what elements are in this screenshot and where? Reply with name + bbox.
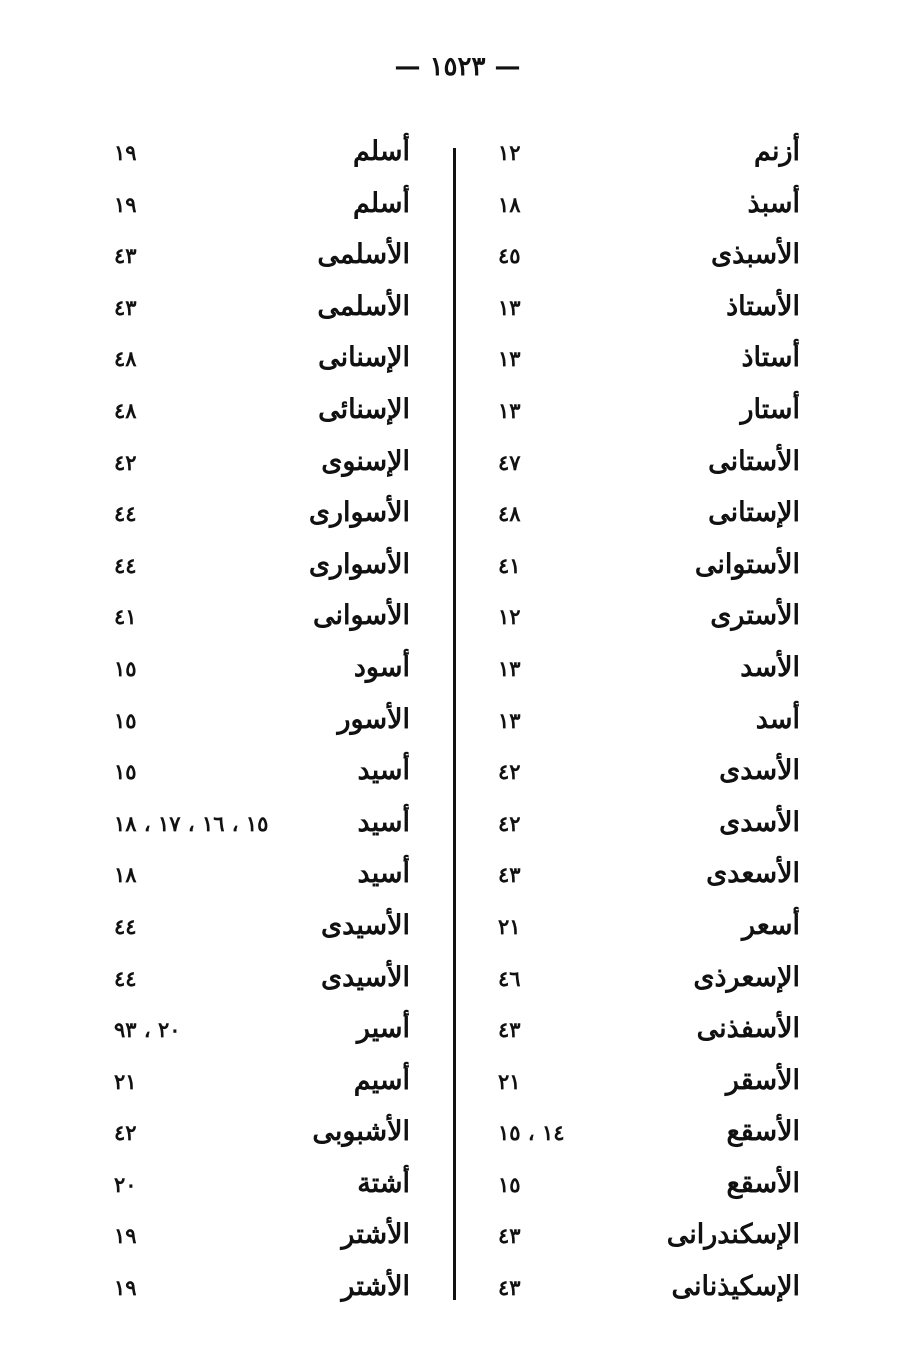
entry-page-ref: ١٩ — [114, 191, 137, 217]
index-entry — [480, 489, 800, 541]
entry-page-ref: ٤٤ — [114, 552, 137, 578]
index-entry — [100, 1005, 410, 1057]
index-entry — [480, 747, 800, 799]
index-entry — [480, 231, 800, 283]
index-entry — [480, 334, 800, 386]
index-entry — [480, 799, 800, 851]
entry-name: أسيد — [357, 755, 410, 787]
entry-page-ref: ٢١ — [114, 1068, 137, 1094]
index-entry — [480, 1160, 800, 1212]
index-entry — [100, 696, 410, 748]
entry-page-ref: ٤٤ — [114, 965, 137, 991]
entry-page-ref: ٢١ — [498, 1068, 521, 1094]
entry-name: الإسنانى — [318, 342, 410, 374]
index-entry — [480, 644, 800, 696]
entry-page-ref: ١٩ — [114, 1275, 137, 1301]
entry-page-ref: ١٩ — [114, 140, 137, 165]
entry-name: الأسقر — [725, 1064, 800, 1096]
index-entry — [480, 954, 800, 1006]
entry-name: الأسوارى — [308, 548, 410, 580]
entry-name: أستار — [740, 393, 800, 425]
entry-name: أسعر — [741, 909, 800, 941]
index-entry — [100, 902, 410, 954]
index-entry — [100, 1211, 410, 1263]
left-column — [100, 128, 410, 1308]
entry-name: أشتة — [357, 1167, 410, 1199]
entry-page-ref: ٤١ — [114, 604, 137, 630]
entry-page-ref: ٤٥ — [498, 243, 521, 269]
page-number: — ١٥٢٣ — — [394, 52, 521, 82]
index-entry — [100, 180, 410, 232]
index-entry — [480, 1108, 800, 1160]
entry-page-ref: ٤٣ — [498, 1223, 521, 1249]
entry-name: الأسيدى — [321, 909, 410, 941]
entry-name: أسلم — [352, 136, 410, 167]
entry-page-ref: ٤٤ — [114, 501, 137, 527]
entry-page-ref: ٤٨ — [114, 346, 137, 372]
entry-name: الأسوارى — [308, 497, 410, 529]
entry-name: الأسفذنى — [696, 1013, 800, 1045]
entry-name: الأستاذ — [726, 290, 800, 322]
entry-name: أزنم — [753, 136, 800, 167]
entry-page-ref: ٤٤ — [114, 913, 137, 939]
entry-name: أسبذ — [747, 187, 800, 219]
entry-name: الإسكندرانى — [666, 1219, 800, 1251]
entry-page-ref: ١٨ — [498, 191, 521, 217]
index-entry — [480, 283, 800, 335]
entry-name: أستاذ — [741, 342, 800, 374]
entry-page-ref: ٤٢ — [114, 449, 137, 475]
entry-page-ref: ١٣ — [498, 397, 521, 423]
entry-page-ref: ٤٨ — [498, 501, 521, 527]
entry-page-ref: ١٣ — [498, 655, 521, 681]
entry-page-ref: ١٥ — [114, 655, 137, 681]
entry-page-ref: ١٩ — [114, 1223, 137, 1249]
index-entry — [480, 438, 800, 490]
entry-name: الأسد — [740, 651, 800, 683]
entry-page-ref: ٤٦ — [498, 965, 521, 991]
entry-name: الإسنائى — [318, 393, 410, 425]
entry-name: أسيم — [353, 1064, 410, 1096]
entry-page-ref: ٤١ — [498, 552, 521, 578]
entry-page-ref: ١٥ — [498, 1171, 521, 1197]
index-entry — [100, 1263, 410, 1315]
entry-name: الإستانى — [708, 497, 800, 529]
index-entry — [480, 696, 800, 748]
index-entry — [480, 1211, 800, 1263]
entry-page-ref: ١٥ ، ١٦ ، ١٧ ، ١٨ — [114, 810, 269, 836]
entry-name: الأسور — [337, 703, 410, 735]
entry-name: الأسقع — [726, 1167, 800, 1199]
index-entry — [100, 1160, 410, 1212]
index-entry — [100, 954, 410, 1006]
index-entry — [100, 592, 410, 644]
entry-name: أسلم — [352, 187, 410, 219]
entry-page-ref: ٢٠ ، ٩٣ — [114, 1017, 181, 1043]
entry-name: الأشتر — [341, 1271, 410, 1303]
index-entry — [100, 644, 410, 696]
entry-page-ref: ٢٠ — [114, 1171, 137, 1197]
index-entry — [100, 850, 410, 902]
entry-name: الأستوانى — [694, 548, 800, 580]
entry-page-ref: ٤٧ — [498, 449, 521, 475]
index-entry — [100, 747, 410, 799]
index-entry — [100, 1108, 410, 1160]
entry-page-ref: ١٢ — [498, 140, 521, 165]
index-entry — [100, 283, 410, 335]
entry-name: الأستانى — [708, 445, 800, 477]
entry-page-ref: ١٤ ، ١٥ — [498, 1120, 565, 1146]
entry-name: أسود — [353, 651, 410, 683]
entry-page-ref: ٤٢ — [498, 759, 521, 785]
index-entry — [480, 592, 800, 644]
entry-name: الإسنوى — [321, 445, 410, 477]
right-column — [480, 128, 800, 1308]
index-entry — [480, 128, 800, 180]
index-entry — [100, 334, 410, 386]
entry-page-ref: ١٢ — [498, 604, 521, 630]
entry-page-ref: ١٣ — [498, 346, 521, 372]
index-entry — [480, 386, 800, 438]
entry-name: الأسقع — [726, 1116, 800, 1148]
entry-name: الأسبذى — [711, 239, 800, 271]
entry-name: الأسيدى — [321, 961, 410, 993]
entry-name: الإسكيذنانى — [671, 1271, 800, 1303]
entry-page-ref: ٤٣ — [498, 1017, 521, 1043]
entry-page-ref: ١٣ — [498, 294, 521, 320]
entry-name: الأشبوبى — [312, 1116, 410, 1148]
index-entry — [100, 231, 410, 283]
entry-name: أسيد — [357, 858, 410, 890]
column-divider — [453, 148, 456, 1300]
entry-page-ref: ١٨ — [114, 862, 137, 888]
entry-page-ref: ٤٨ — [114, 397, 137, 423]
entry-name: الإسعرذى — [693, 961, 800, 993]
entry-page-ref: ٤٣ — [114, 243, 137, 269]
index-entry — [100, 128, 410, 180]
entry-page-ref: ١٥ — [114, 759, 137, 785]
index-entry — [480, 850, 800, 902]
entry-page-ref: ٤٣ — [114, 294, 137, 320]
index-entry — [100, 541, 410, 593]
entry-page-ref: ٤٣ — [498, 862, 521, 888]
index-entry — [100, 799, 410, 851]
index-entry — [100, 1057, 410, 1109]
entry-page-ref: ٤٢ — [114, 1120, 137, 1146]
entry-name: الأسدى — [719, 806, 800, 838]
index-entry — [480, 1263, 800, 1315]
entry-name: أسد — [755, 703, 800, 735]
index-entry — [100, 489, 410, 541]
entry-name: الأشتر — [341, 1219, 410, 1251]
index-entry — [480, 541, 800, 593]
entry-name: الأسوانى — [313, 600, 410, 632]
index-entry — [100, 438, 410, 490]
entry-name: الأسلمى — [317, 290, 410, 322]
entry-name: أسيد — [357, 806, 410, 838]
index-entry — [100, 386, 410, 438]
entry-page-ref: ٢١ — [498, 913, 521, 939]
entry-name: الأسعدى — [706, 858, 800, 890]
entry-name: الأسلمى — [317, 239, 410, 271]
entry-page-ref: ٤٢ — [498, 810, 521, 836]
entry-page-ref: ١٣ — [498, 707, 521, 733]
entry-page-ref: ٤٣ — [498, 1275, 521, 1301]
index-entry — [480, 1005, 800, 1057]
index-entry — [480, 902, 800, 954]
index-entry — [480, 180, 800, 232]
entry-name: الأسترى — [710, 600, 800, 632]
entry-name: أسير — [356, 1013, 410, 1045]
index-entry — [480, 1057, 800, 1109]
entry-name: الأسدى — [719, 755, 800, 787]
entry-page-ref: ١٥ — [114, 707, 137, 733]
